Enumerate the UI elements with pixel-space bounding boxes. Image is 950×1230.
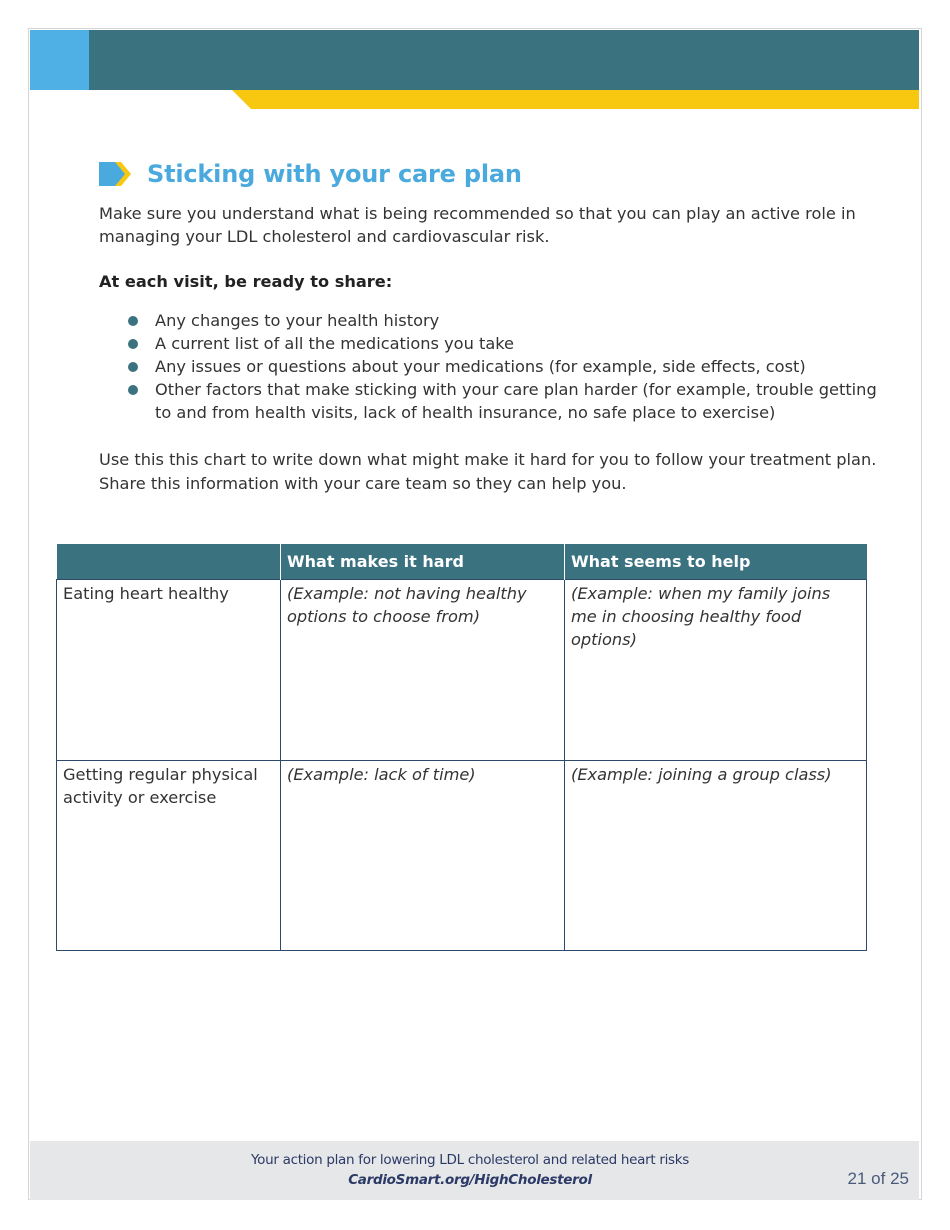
- table-header-hard: What makes it hard: [281, 544, 565, 579]
- table-cell-help[interactable]: (Example: joining a group class): [565, 760, 867, 950]
- header-yellow-stripe: [232, 90, 919, 109]
- table-header-topic: [57, 544, 281, 579]
- section-title-row: [99, 158, 522, 190]
- list-item-text: Other factors that make sticking with your care plan harder (for example, trouble getting to and from health visits, lack of health insurance, no safe place to exercise): [155, 380, 877, 422]
- footer-tagline: Your action plan for lowering LDL cholesterol and related heart risks: [250, 1152, 690, 1168]
- list-item-text: Any changes to your health history: [155, 311, 440, 330]
- chart-intro-paragraph: Use this this chart to write down what might make it hard for you to follow your treatment plan. Share this information with your care team so they can help you.: [99, 450, 877, 493]
- bullet-dot-icon: [128, 362, 138, 372]
- page-footer: [30, 1141, 919, 1200]
- section-title: Sticking with your care plan: [147, 160, 522, 188]
- care-plan-table: [56, 544, 867, 951]
- table-row: [57, 579, 867, 760]
- bullet-dot-icon: [128, 316, 138, 326]
- bullet-dot-icon: [128, 385, 138, 395]
- header-bar: [30, 30, 919, 90]
- table-cell-hard[interactable]: (Example: lack of time): [281, 760, 565, 950]
- footer-url-link[interactable]: CardioSmart.org/HighCholesterol: [348, 1172, 592, 1188]
- share-list: [128, 309, 888, 424]
- list-item: [128, 309, 888, 332]
- list-item: [128, 332, 888, 355]
- list-item-text: Any issues or questions about your medications (for example, side effects, cost): [155, 357, 806, 376]
- page-number: 21 of 25: [847, 1169, 909, 1188]
- list-item-text: A current list of all the medications you take: [155, 334, 515, 353]
- list-item: [128, 378, 888, 424]
- header-accent-block: [30, 30, 89, 90]
- table-row: [57, 760, 867, 950]
- share-heading: At each visit, be ready to share:: [99, 272, 393, 291]
- list-item: [128, 355, 888, 378]
- table-cell-topic: Eating heart healthy: [57, 579, 281, 760]
- table-cell-help[interactable]: (Example: when my family joins me in choosing healthy food options): [565, 579, 867, 760]
- table-header-help: What seems to help: [565, 544, 867, 579]
- table-header-row: [57, 544, 867, 579]
- table-cell-hard[interactable]: (Example: not having healthy options to choose from): [281, 579, 565, 760]
- intro-paragraph: Make sure you understand what is being recommended so that you can play an active role in managing your LDL cholesterol and cardiovascular risk.: [99, 204, 856, 246]
- chevron-arrow-icon: [99, 161, 133, 187]
- bullet-dot-icon: [128, 339, 138, 349]
- table-cell-topic: Getting regular physical activity or exercise: [57, 760, 281, 950]
